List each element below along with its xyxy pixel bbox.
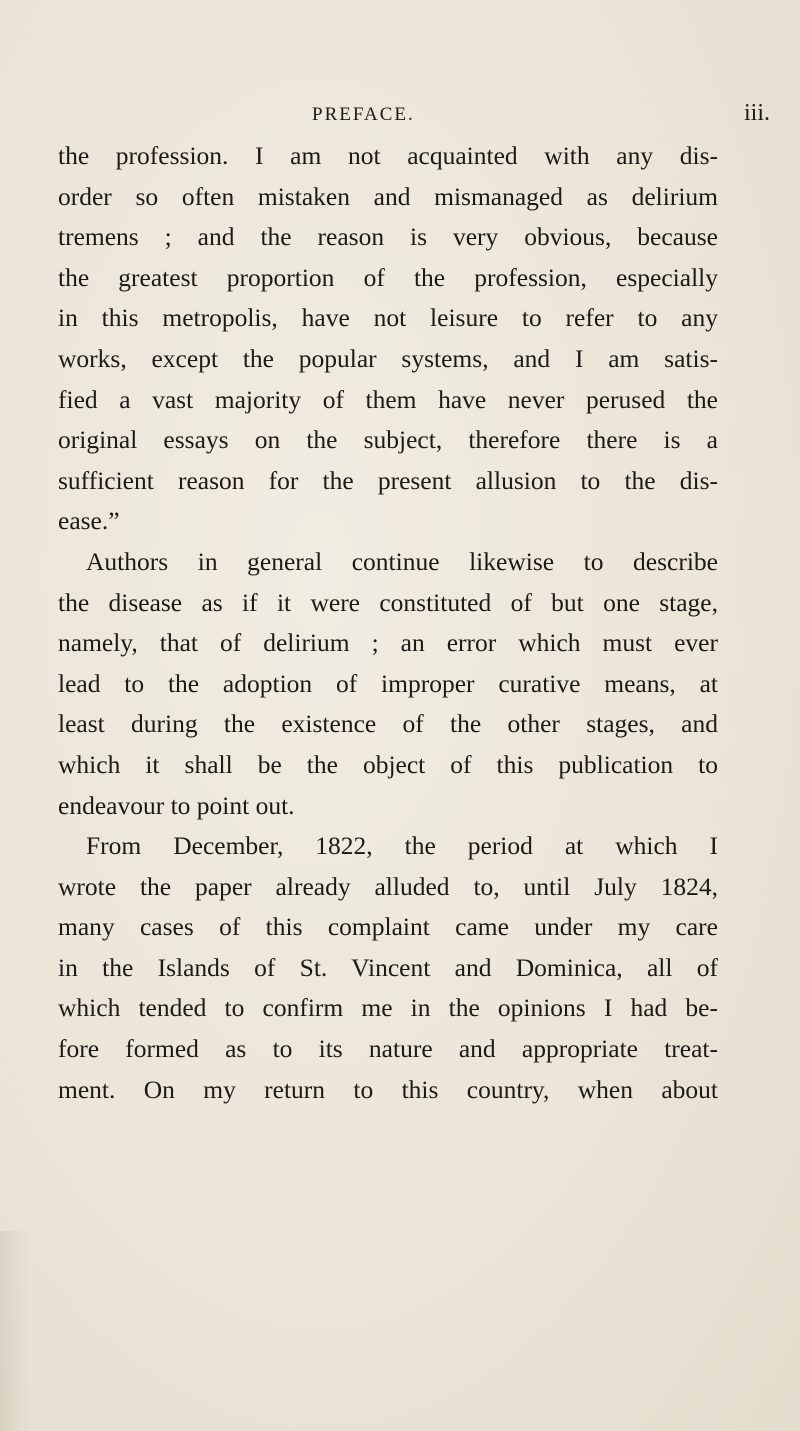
text-line: many cases of this complaint came under my care — [58, 912, 718, 942]
page-edge-shadow — [0, 1231, 30, 1431]
text-line: works, except the popular systems, and I am satis- — [58, 343, 718, 373]
paragraph-end-line: endeavour to point out. — [58, 790, 295, 820]
text-line: the profession. I am not acquainted with any dis- — [58, 141, 718, 170]
text-line: lead to the adoption of improper curative means, at — [58, 668, 718, 698]
text-line: order so often mistaken and mismanaged as delirium — [58, 181, 718, 211]
text-line: the disease as if it were constituted of but one stage, — [58, 587, 718, 617]
text-line: sufficient reason for the present allusion to the dis- — [58, 465, 718, 495]
text-line: tremens ; and the reason is very obvious, because — [58, 222, 718, 252]
running-title: PREFACE. — [312, 104, 415, 125]
paragraph-start-line: Authors in general continue likewise to describe — [86, 546, 718, 576]
text-line: in this metropolis, have not leisure to refer to any — [58, 303, 718, 333]
paragraph-end-line: ease.” — [58, 506, 120, 536]
text-line: which tended to confirm me in the opinions I had be- — [58, 993, 718, 1023]
text-line: least during the existence of the other stages, and — [58, 709, 718, 739]
text-line: wrote the paper already alluded to, until July 1824, — [58, 871, 718, 901]
paragraph-start-line: From December, 1822, the period at which I — [86, 831, 718, 861]
text-line: the greatest proportion of the profession, especially — [58, 262, 718, 292]
text-line: which it shall be the object of this publication to — [58, 749, 718, 779]
text-line: fore formed as to its nature and appropriate treat- — [58, 1034, 718, 1064]
text-line: fied a vast majority of them have never perused the — [58, 384, 718, 414]
text-line: ment. On my return to this country, when about — [58, 1074, 718, 1104]
text-line: original essays on the subject, therefore there is a — [58, 425, 718, 455]
body-text — [58, 136, 718, 1110]
text-line: in the Islands of St. Vincent and Dominica, all of — [58, 952, 718, 982]
text-line: namely, that of delirium ; an error which must ever — [58, 628, 718, 658]
page-header — [0, 100, 800, 134]
page-number: iii. — [744, 100, 771, 126]
